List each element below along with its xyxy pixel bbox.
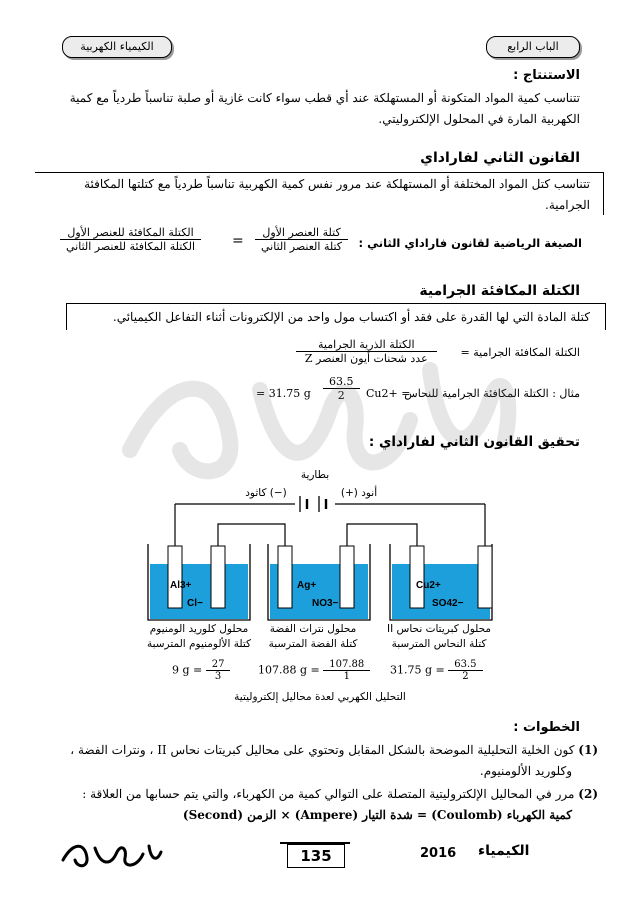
fraction-mass — [255, 226, 348, 253]
copper-mass-label: كتلة النحاس المترسبة — [391, 638, 487, 650]
footer-signature — [55, 838, 165, 872]
battery-label: بطارية — [300, 469, 330, 481]
aluminium-result-num: 27 — [206, 659, 231, 671]
footer-brand: الكيمياء — [478, 843, 530, 859]
header-chapter-title: الكيمياء الكهربية — [62, 36, 172, 58]
aluminium-result-fraction — [206, 659, 231, 682]
copper-solution: محلول كبريتات نحاس II — [387, 623, 491, 635]
ion-ag: Ag+ — [297, 580, 317, 591]
conclusion-title: الاستنتاج : — [513, 68, 580, 83]
ion-cu: Cu2+ — [416, 580, 441, 591]
aluminium-solution: محلول كلوريد الومنيوم — [149, 623, 249, 635]
copper-result-den: 2 — [462, 671, 469, 682]
example-label: مثال : الكتلة المكافئة الجرامية للنحاس — [404, 387, 580, 400]
ion-no3: NO3− — [312, 598, 339, 609]
equiv-first-element: الكتلة المكافئة للعنصر الأول — [60, 226, 201, 240]
step-2-number: (2) — [578, 787, 598, 801]
silver-mass-label: كتلة الفضة المترسبة — [268, 638, 358, 650]
battery — [175, 496, 485, 512]
footer-year: 2016 — [420, 846, 457, 861]
copper-charge: 2 — [337, 389, 345, 402]
mass-first-element: كتلة العنصر الأول — [255, 226, 348, 240]
verification-title: تحقيق القانون الثاني لفاراداي : — [368, 434, 580, 450]
atomic-mass-label: الكتلة الذرية الجرامية — [296, 338, 437, 352]
copper-result — [390, 659, 483, 682]
formula-frac-equiv — [60, 226, 201, 253]
copper-result-fraction — [448, 659, 482, 682]
step-2-line-1: مرر في المحاليل الإلكتروليتية المتصلة على التوالي كمية من الكهرباء، والتي يتم حسابها من العلاقة : — [82, 787, 575, 801]
example-ion: Cu2+ = — [366, 387, 411, 400]
ion-cl: Cl− — [187, 598, 203, 609]
copper-result-text: 31.75 g = — [390, 663, 445, 677]
ion-charge-label: عدد شحنات أيون العنصر Z — [304, 352, 428, 365]
faraday-line-2: الجرامية. — [545, 198, 590, 212]
ion-so4: SO42− — [432, 598, 464, 609]
faraday-second-law-text — [42, 174, 590, 216]
conclusion-line-2: الكهربية المارة في المحلول الإلكتروليتي. — [378, 112, 580, 126]
conclusion-line-1: تتناسب كمية المواد المتكونة أو المستهلكة عند أي قطب سواء كانت غازية أو صلبة تناسباً طردياً مع كمية — [69, 91, 580, 105]
equiv-second-element: الكتلة المكافئة للعنصر الثاني — [66, 240, 196, 253]
faraday-line-1: تتناسب كتل المواد المختلفة أو المستهلكة عند مرور نفس كمية الكهربية تناسباً طردياً مع كتلتها المكافئة — [84, 177, 590, 191]
conclusion-text — [40, 88, 580, 130]
fraction-equivalent — [60, 226, 201, 253]
aluminium-result-text: 9 g = — [172, 663, 203, 677]
cell-aluminium-label — [140, 622, 258, 652]
aluminium-mass-label: كتلة الألومنيوم المترسبة — [146, 638, 252, 650]
silver-result-den: 1 — [343, 671, 350, 682]
cell-copper-label — [380, 622, 498, 652]
example-result-text: = 31.75 g — [256, 387, 311, 400]
copper-atomic-mass: 63.5 — [323, 375, 360, 389]
silver-result-num: 107.88 — [323, 659, 370, 671]
aluminium-result-den: 3 — [214, 671, 222, 682]
header-chapter-number: الباب الرابع — [486, 36, 580, 58]
aluminium-result — [172, 659, 230, 682]
silver-result-fraction — [323, 659, 370, 682]
step-2-formula: كمية الكهرباء (Coulomb) = شدة التيار (Ampere) × الزمن (Second) — [182, 808, 572, 822]
mass-second-element: كتلة العنصر الثاني — [261, 240, 343, 253]
silver-result-text: 107.88 g = — [258, 663, 320, 677]
ion-al: Al3+ — [170, 580, 192, 591]
step-1-line-2: وكلوريد الألومنيوم. — [479, 764, 572, 778]
step-2 — [28, 784, 598, 826]
silver-solution: محلول نترات الفضة — [269, 623, 357, 635]
equivalent-mass-definition: كتلة المادة التي لها القدرة على فقد أو اكتساب مول واحد من الإلكترونات أثناء التفاعل الكيميائي. — [112, 310, 590, 324]
formula-label: الصيغة الرياضية لقانون فاراداي الثاني : — [358, 236, 582, 250]
equivalent-mass-title: الكتلة المكافئة الجرامية — [419, 283, 580, 299]
step-1 — [28, 740, 598, 782]
step-1-line-1: كون الخلية التحليلية الموضحة بالشكل المقابل وتحتوي على محاليل كبريتات نحاس II ، ونترات الفضة ، — [70, 743, 575, 757]
cathode-label: (−) كاثود — [245, 487, 287, 499]
cell-silver-label — [258, 622, 368, 652]
silver-result — [258, 659, 370, 682]
step-1-number: (1) — [578, 743, 598, 757]
formula-equals: = — [232, 233, 244, 249]
steps-title: الخطوات : — [513, 720, 580, 735]
formula-equivalent-lhs: الكتلة المكافئة الجرامية = — [460, 346, 580, 359]
faraday-second-law-title: القانون الثاني لفاراداي — [420, 150, 580, 166]
copper-result-num: 63.5 — [448, 659, 482, 671]
formula-frac-mass — [255, 226, 348, 253]
anode-label: أنود (+) — [340, 487, 378, 499]
diagram-caption: التحليل الكهربي لعدة محاليل إلكتروليتية — [234, 691, 406, 703]
page-number: 135 — [287, 844, 345, 868]
